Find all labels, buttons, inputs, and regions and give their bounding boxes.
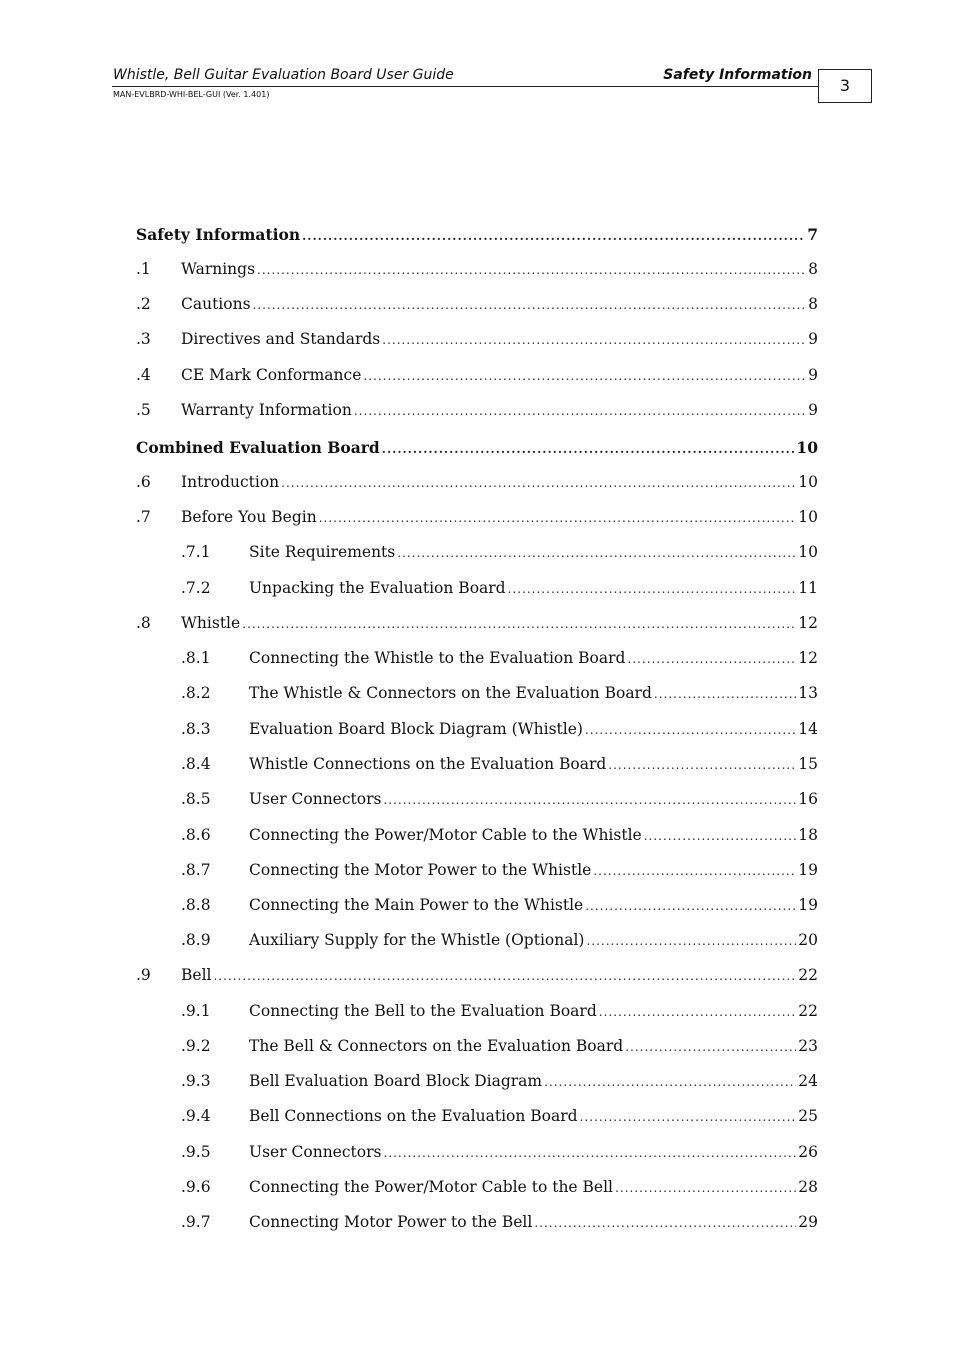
toc-entry[interactable]: [136, 260, 818, 286]
toc-entry-title: Site Requirements: [249, 543, 396, 561]
toc-entry-title: Connecting the Whistle to the Evaluation Board: [249, 649, 626, 667]
document-id: MAN-EVLBRD-WHI-BEL-GUI (Ver. 1.401): [113, 90, 270, 99]
toc-entry-page: 12: [798, 614, 818, 632]
toc-entry-title: Unpacking the Evaluation Board: [249, 579, 506, 597]
toc-dot-leader: [644, 829, 797, 843]
toc-entry-title: Before You Begin: [181, 508, 317, 526]
toc-entry-title: Combined Evaluation Board: [136, 438, 380, 457]
toc-entry-page: 13: [798, 684, 818, 702]
toc-entry[interactable]: [136, 366, 818, 392]
toc-entry[interactable]: [136, 755, 818, 781]
toc-dot-leader: [586, 934, 796, 948]
toc-entry[interactable]: [136, 225, 818, 251]
toc-entry-number: .8.3: [181, 720, 211, 738]
toc-entry-number: .7: [136, 508, 151, 526]
toc-dot-leader: [302, 229, 805, 243]
toc-entry[interactable]: [136, 861, 818, 887]
toc-entry[interactable]: [136, 684, 818, 710]
toc-entry-number: .9: [136, 966, 151, 984]
toc-entry-number: .8.8: [181, 896, 211, 914]
section-title: Safety Information: [663, 67, 812, 83]
toc-entry-page: 16: [798, 790, 818, 808]
header-divider: [112, 86, 819, 87]
toc-entry-page: 7: [807, 225, 818, 244]
toc-entry[interactable]: [136, 401, 818, 427]
toc-dot-leader: [382, 333, 806, 347]
toc-entry[interactable]: [136, 966, 818, 992]
toc-entry-title: Connecting the Power/Motor Cable to the Bell: [249, 1178, 614, 1196]
toc-entry-title: Warnings: [181, 260, 256, 278]
toc-entry[interactable]: [136, 1072, 818, 1098]
toc-entry[interactable]: [136, 931, 818, 957]
toc-dot-leader: [615, 1181, 796, 1195]
toc-entry[interactable]: [136, 543, 818, 569]
toc-entry[interactable]: [136, 826, 818, 852]
toc-dot-leader: [593, 864, 796, 878]
toc-dot-leader: [383, 1146, 796, 1160]
toc-entry-title: Connecting the Main Power to the Whistle: [249, 896, 584, 914]
toc-dot-leader: [382, 442, 795, 456]
toc-entry-number: .8.9: [181, 931, 211, 949]
toc-entry-title: Warranty Information: [181, 401, 352, 419]
toc-dot-leader: [242, 617, 796, 631]
page-number: 3: [818, 69, 872, 103]
toc-dot-leader: [599, 1005, 797, 1019]
toc-entry[interactable]: [136, 790, 818, 816]
toc-entry[interactable]: [136, 1178, 818, 1204]
toc-entry-number: .2: [136, 295, 151, 313]
toc-entry-title: Bell Evaluation Board Block Diagram: [249, 1072, 543, 1090]
toc-entry-page: 26: [798, 1143, 818, 1161]
toc-entry-page: 9: [808, 401, 818, 419]
toc-entry-title: The Whistle & Connectors on the Evaluation Board: [249, 684, 652, 702]
toc-entry-page: 24: [798, 1072, 818, 1090]
toc-dot-leader: [397, 546, 796, 560]
toc-entry-title: User Connectors: [249, 790, 382, 808]
toc-entry-title: Directives and Standards: [181, 330, 381, 348]
toc-entry-number: .8: [136, 614, 151, 632]
toc-entry-number: .9.5: [181, 1143, 211, 1161]
toc-entry[interactable]: [136, 1213, 818, 1239]
toc-entry-page: 19: [798, 896, 818, 914]
toc-entry-page: 29: [798, 1213, 818, 1231]
toc-entry-title: Whistle: [181, 614, 241, 632]
toc-entry-number: .8.6: [181, 826, 211, 844]
toc-entry-number: .1: [136, 260, 151, 278]
toc-entry-number: .7.2: [181, 579, 211, 597]
toc-dot-leader: [585, 723, 796, 737]
toc-dot-leader: [354, 404, 806, 418]
toc-entry[interactable]: [136, 1107, 818, 1133]
toc-entry-number: .8.1: [181, 649, 211, 667]
toc-entry-title: The Bell & Connectors on the Evaluation Board: [249, 1037, 624, 1055]
toc-entry-title: Introduction: [181, 473, 280, 491]
toc-entry[interactable]: [136, 649, 818, 675]
toc-entry-page: 14: [798, 720, 818, 738]
toc-entry-page: 9: [808, 366, 818, 384]
toc-dot-leader: [363, 369, 806, 383]
toc-entry[interactable]: [136, 1143, 818, 1169]
toc-entry-title: CE Mark Conformance: [181, 366, 362, 384]
toc-entry-number: .8.7: [181, 861, 211, 879]
toc-entry[interactable]: [136, 579, 818, 605]
toc-dot-leader: [281, 476, 796, 490]
toc-dot-leader: [257, 263, 806, 277]
toc-dot-leader: [253, 298, 807, 312]
toc-entry-number: .9.3: [181, 1072, 211, 1090]
toc-entry-title: Safety Information: [136, 225, 301, 244]
toc-dot-leader: [319, 511, 797, 525]
toc-entry-number: .9.4: [181, 1107, 211, 1125]
toc-entry-title: Evaluation Board Block Diagram (Whistle): [249, 720, 583, 738]
toc-dot-leader: [383, 793, 796, 807]
toc-entry-page: 28: [798, 1178, 818, 1196]
toc-entry[interactable]: [136, 896, 818, 922]
toc-dot-leader: [508, 582, 797, 596]
toc-entry[interactable]: [136, 614, 818, 640]
toc-entry-page: 9: [808, 330, 818, 348]
toc-entry-number: .9.6: [181, 1178, 211, 1196]
toc-entry-page: 8: [808, 295, 818, 313]
toc-entry-number: .9.2: [181, 1037, 211, 1055]
toc-entry-title: Auxiliary Supply for the Whistle (Optional): [249, 931, 585, 949]
toc-entry-page: 10: [798, 508, 818, 526]
toc-entry-number: .8.5: [181, 790, 211, 808]
toc-entry-number: .3: [136, 330, 151, 348]
toc-entry-title: Bell: [181, 966, 212, 984]
toc-entry[interactable]: [136, 508, 818, 534]
toc-entry[interactable]: [136, 1037, 818, 1063]
toc-entry-number: .5: [136, 401, 151, 419]
toc-dot-leader: [625, 1040, 796, 1054]
toc-entry-page: 18: [798, 826, 818, 844]
toc-entry-title: Bell Connections on the Evaluation Board: [249, 1107, 578, 1125]
toc-entry-title: User Connectors: [249, 1143, 382, 1161]
toc-entry-title: Connecting the Power/Motor Cable to the Whistle: [249, 826, 642, 844]
toc-entry[interactable]: [136, 720, 818, 746]
toc-entry-number: .9.7: [181, 1213, 211, 1231]
toc-entry-title: Whistle Connections on the Evaluation Board: [249, 755, 607, 773]
toc-entry-page: 22: [798, 1002, 818, 1020]
toc-dot-leader: [580, 1110, 797, 1124]
toc-entry-page: 12: [798, 649, 818, 667]
toc-dot-leader: [544, 1075, 796, 1089]
toc-dot-leader: [534, 1216, 796, 1230]
toc-entry-page: 8: [808, 260, 818, 278]
toc-entry-number: .6: [136, 473, 151, 491]
toc-entry-page: 25: [798, 1107, 818, 1125]
toc-entry-page: 19: [798, 861, 818, 879]
toc-entry-page: 10: [798, 473, 818, 491]
toc-entry-page: 22: [798, 966, 818, 984]
toc-entry-title: Connecting the Bell to the Evaluation Board: [249, 1002, 597, 1020]
toc-entry-number: .8.2: [181, 684, 211, 702]
toc-entry-number: .4: [136, 366, 151, 384]
toc-entry-page: 15: [798, 755, 818, 773]
toc-entry[interactable]: [136, 295, 818, 321]
toc-entry-number: .8.4: [181, 755, 211, 773]
toc-dot-leader: [654, 687, 796, 701]
toc-entry-page: 10: [796, 438, 818, 457]
toc-entry[interactable]: [136, 438, 818, 464]
toc-entry[interactable]: [136, 330, 818, 356]
toc-entry-number: .7.1: [181, 543, 211, 561]
document-title: Whistle, Bell Guitar Evaluation Board User Guide: [113, 67, 454, 83]
toc-entry[interactable]: [136, 1002, 818, 1028]
toc-entry-title: Cautions: [181, 295, 251, 313]
toc-entry-title: Connecting Motor Power to the Bell: [249, 1213, 533, 1231]
toc-entry-page: 23: [798, 1037, 818, 1055]
toc-dot-leader: [608, 758, 796, 772]
toc-dot-leader: [627, 652, 796, 666]
toc-entry-number: .9.1: [181, 1002, 211, 1020]
toc-dot-leader: [585, 899, 796, 913]
toc-entry-title: Connecting the Motor Power to the Whistle: [249, 861, 592, 879]
toc-entry[interactable]: [136, 473, 818, 499]
toc-entry-page: 11: [798, 579, 818, 597]
toc-entry-page: 20: [798, 931, 818, 949]
toc-dot-leader: [213, 969, 796, 983]
toc-entry-page: 10: [798, 543, 818, 561]
